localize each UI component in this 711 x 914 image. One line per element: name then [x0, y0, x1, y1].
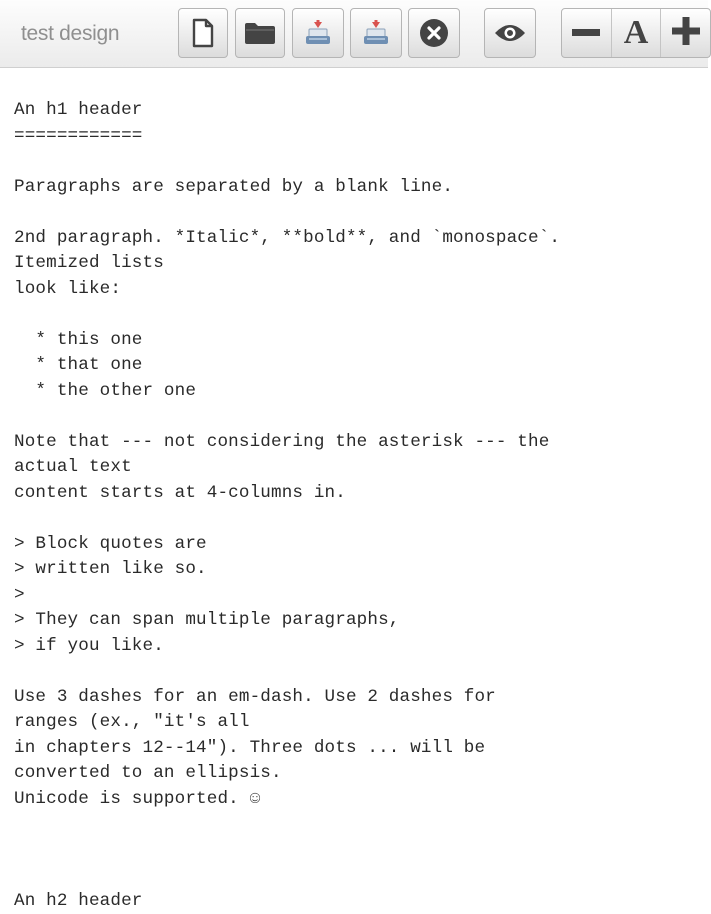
plus-icon	[672, 17, 700, 50]
font-label	[611, 9, 661, 57]
document-icon	[192, 19, 214, 47]
open-folder-button[interactable]	[235, 8, 285, 58]
export-icon	[304, 20, 332, 46]
toolbar	[0, 0, 708, 68]
minus-icon	[572, 24, 600, 42]
close-button[interactable]	[408, 8, 460, 58]
document-title: test design	[21, 22, 120, 45]
preview-button[interactable]	[484, 8, 536, 58]
editor-text[interactable]: An h1 header ============ Paragraphs are separated by a blank line. 2nd paragraph. *Italic*, **bold**, and `monospace`. Itemized lists look like: * this one * that one * the other one Note that --- not considering the asterisk --- the actual text content starts at 4-columns in. > Block quotes are > written like so. > > They can span multiple paragraphs, > if you like. Use 3 dashes for an em-dash. Use 2 dashes for ranges (ex., "it's all in chapters 12--14"). Three dots ... will be converted to an ellipsis. Unicode is supported. ☺ An h2 header	[14, 100, 561, 911]
export-button-2[interactable]	[350, 8, 402, 58]
increase-font-button[interactable]	[660, 9, 710, 57]
eye-icon	[494, 23, 526, 43]
export-button-1[interactable]	[292, 8, 344, 58]
decrease-font-button[interactable]	[562, 9, 611, 57]
folder-icon	[244, 21, 276, 45]
close-circle-icon	[419, 18, 449, 48]
markdown-editor[interactable]	[0, 69, 708, 911]
new-document-button[interactable]	[178, 8, 228, 58]
font-size-controls	[561, 8, 711, 58]
font-letter: A	[623, 14, 649, 51]
export-icon	[362, 20, 390, 46]
